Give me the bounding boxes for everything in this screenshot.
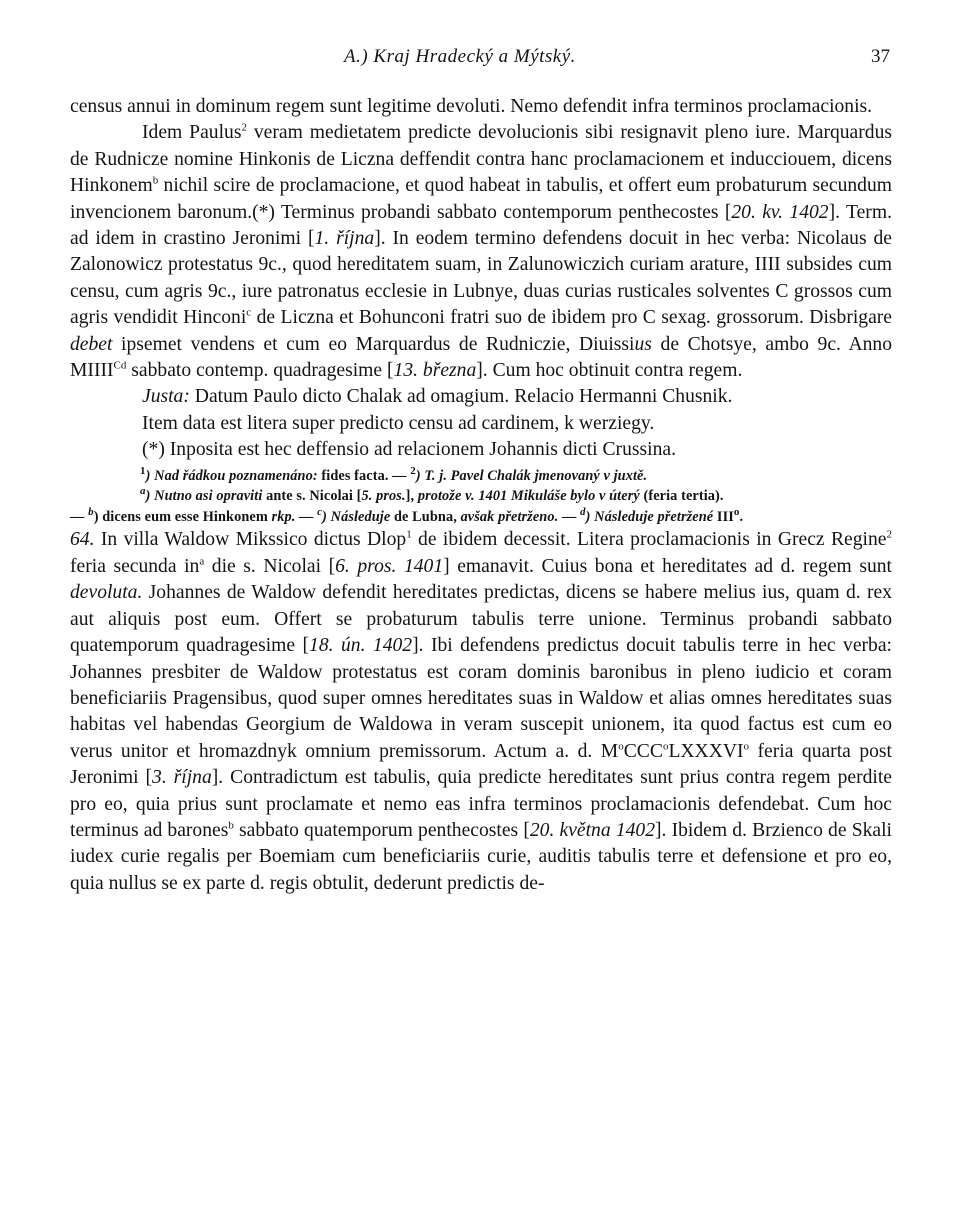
date-note: 18. ún. 1402: [309, 635, 413, 657]
footnote-mark: b: [88, 506, 94, 519]
footnote-mark: o: [733, 506, 740, 519]
paragraph: [70, 437, 892, 463]
text-run: CCC: [623, 740, 663, 762]
running-title: A.) Kraj Hradecký a Mýtský.: [344, 46, 576, 67]
date-note: 20. května 1402: [529, 819, 656, 841]
footnote-ref: b: [228, 819, 234, 832]
footnote-ref: a: [199, 555, 205, 568]
text-run: ]. Cum hoc obtinuit contra regem.: [476, 360, 743, 382]
text-run: ) Nutno asi opraviti: [145, 488, 263, 505]
text-run: sabbato quatemporum penthecostes [: [233, 819, 530, 841]
text-run: feria quarta post Jeronimi [: [70, 740, 893, 789]
text-run: Idem Paulus: [142, 122, 242, 144]
italic-word: debet: [70, 333, 113, 355]
text-run: ]. Ibidem d. Brzienco de Skali iudex curie regalis per Boemiam cum beneficiariis curie, auditis tabulis terre et defensione et pro eo, quia nullus se ex parte d. regis obtulit, dederunt predictis de-: [70, 819, 892, 894]
footnote: [70, 507, 892, 528]
text-run: feria secunda in: [70, 555, 200, 577]
paragraph: [70, 384, 892, 410]
text-run: —: [558, 508, 581, 525]
footnote-mark: d: [580, 506, 586, 519]
text-run: ipsemet vendens et cum eo Marquardus de Rudniczie, Diuissi: [112, 333, 635, 355]
text-run: ]. Contradictum est tabulis, quia predicte hereditates sunt prius contra regem perdite pro eo, quia prius sunt proclamate et nemo eas infra terminos proclamacionis defendebat. Cum hoc terminus ad barones: [70, 767, 892, 841]
entry-64: [70, 527, 892, 897]
text-run: ) Následuje: [322, 508, 391, 525]
date-note: 13. března: [393, 360, 477, 382]
superscript: o: [618, 740, 624, 753]
text-run: ante s. Nicolai [: [262, 488, 362, 505]
text-run: Datum Paulo dicto Chalak ad omagium. Relacio Hermanni Chusnik.: [189, 386, 733, 408]
text-run: LXXXVI: [668, 740, 744, 762]
footnote-mark: c: [317, 506, 323, 519]
italic-word: us: [634, 333, 652, 355]
text-run: de Liczna et Bohunconi fratri suo de ibidem pro C sexag. grossorum. Disbrigare: [251, 307, 892, 329]
footnote-ref: Cd: [113, 359, 127, 372]
footnote-mark: a: [140, 485, 146, 498]
footnote-ref: b: [152, 174, 159, 187]
text-run: avšak přetrženo.: [460, 508, 559, 525]
text-run: ]. Ibi defendens predictus docuit tabulis terre in hec verba: Johannes presbiter de Waldow protestatus est coram dominis baronibus in pleno iudicio et coram beneficiariis Pragensibus, quod super omnes hereditates suas in Waldow et alias omnes hereditates suas habitas vel habendas Georgium de Waldowa in veram suscepit unionem, ita quod factus est cum eo verus unitor et hromazdnyk omnium premissorum. Actum a. d. M: [70, 635, 892, 762]
paragraph: [70, 120, 892, 384]
italic-word: devoluta.: [70, 582, 143, 604]
text-run: ) Nad řádkou poznamenáno:: [145, 467, 318, 484]
text-run: 5. pros.: [361, 488, 406, 505]
text-run: (*) Inposita est hec deffensio ad relacionem Johannis dicti Crussina.: [142, 439, 676, 461]
date-note: 6. pros. 1401: [335, 555, 444, 577]
italic-word: Justa:: [142, 386, 190, 408]
text-run: Item data est litera super predicto censu ad cardinem, k werziegy.: [142, 412, 655, 434]
text-run: rkp.: [271, 508, 296, 525]
text-run: sabbato contemp. quadragesime [: [126, 360, 394, 382]
footnote-ref: 2: [886, 528, 892, 541]
text-run: de Lubna,: [390, 508, 461, 525]
footnote-mark: 1: [140, 464, 146, 477]
text-run: nichil scire de proclamacione, et quod habeat in tabulis, et offert eum probaturum secundum invencionem baronum.(*) Terminus probandi sabbato contemporum penthecostes [: [70, 175, 892, 223]
text-run: III: [713, 508, 734, 525]
text-run: ],: [405, 488, 418, 505]
footnote-mark: 2: [410, 464, 416, 477]
footnote-ref: 1: [406, 528, 412, 541]
text-run: In villa Waldow Mikssico dictus Dlop: [94, 529, 407, 551]
text-run: census annui in dominum regem sunt legitime devoluti. Nemo defendit infra terminos proclamacionis.: [70, 96, 873, 117]
page-header: [0, 46, 960, 72]
text-run: fides facta. —: [317, 467, 411, 484]
text-run: veram medietatem predicte devolucionis sibi resignavit pleno iure. Marquardus de Rudnicze nomine Hinkonis de Liczna deffendit contra hanc proclamacionem et inducciouem, dicens Hinkonem: [70, 122, 893, 197]
text-run: (feria tertia).: [639, 488, 724, 505]
text-run: ] emanavit. Cuius bona et hereditates ad d. regem sunt: [443, 555, 892, 577]
text-run: ) Následuje přetržené: [585, 508, 714, 525]
footnote: [70, 466, 892, 487]
text-run: —: [70, 508, 89, 525]
paragraph: [70, 411, 892, 437]
footnote: [70, 486, 892, 507]
paragraph: [70, 94, 892, 120]
superscript: o: [662, 740, 669, 753]
date-note: 20. kv. 1402: [731, 201, 829, 223]
footnote-ref: c: [246, 306, 252, 319]
page-number: 37: [871, 46, 890, 67]
date-note: 1. října: [314, 228, 375, 250]
text-run: die s. Nicolai [: [204, 555, 336, 577]
text-run: —: [295, 508, 318, 525]
text-run: .: [739, 508, 744, 525]
date-note: 3. října: [152, 767, 212, 789]
body-text: [70, 94, 892, 897]
text-run: de Chotsye, ambo 9c. Anno MIIII: [70, 333, 892, 382]
superscript: o: [743, 740, 750, 753]
text-run: de ibidem decessit. Litera proclamacionis in Grecz Regine: [411, 529, 887, 551]
footnotes: [70, 466, 892, 528]
text-run: Johannes de Waldow defendit hereditates predictas, dicens se habere melius ius, quam d. rex aut aliquis post eum. Offert se probaturum tabulis terre unione. Terminus probandi sabbato quatemporum quadragesime [: [70, 582, 892, 657]
text-run: ]. Term. ad idem in crastino Jeronimi [: [70, 201, 892, 250]
text-run: ]. In eodem termino defendens docuit in hec verba: Nicolaus de Zalonowicz protestatus 9c., quod hereditatem suam, in Zalunowiczich curiam arature, IIII subsides cum censu, cum agris 9c., iure patronatus ecclesie in Lubnye, duas curias rusticales solventes C grossos cum agris vendidit Hinconi: [70, 228, 892, 329]
text-run: protože v. 1401 Mikuláše bylo v úterý: [417, 488, 640, 505]
text-run: ) dicens eum esse Hinkonem: [93, 508, 272, 525]
text-run: ) T. j. Pavel Chalák jmenovaný v juxtě.: [415, 467, 648, 484]
entry-number: 64.: [70, 529, 95, 551]
footnote-ref: 2: [241, 121, 247, 134]
